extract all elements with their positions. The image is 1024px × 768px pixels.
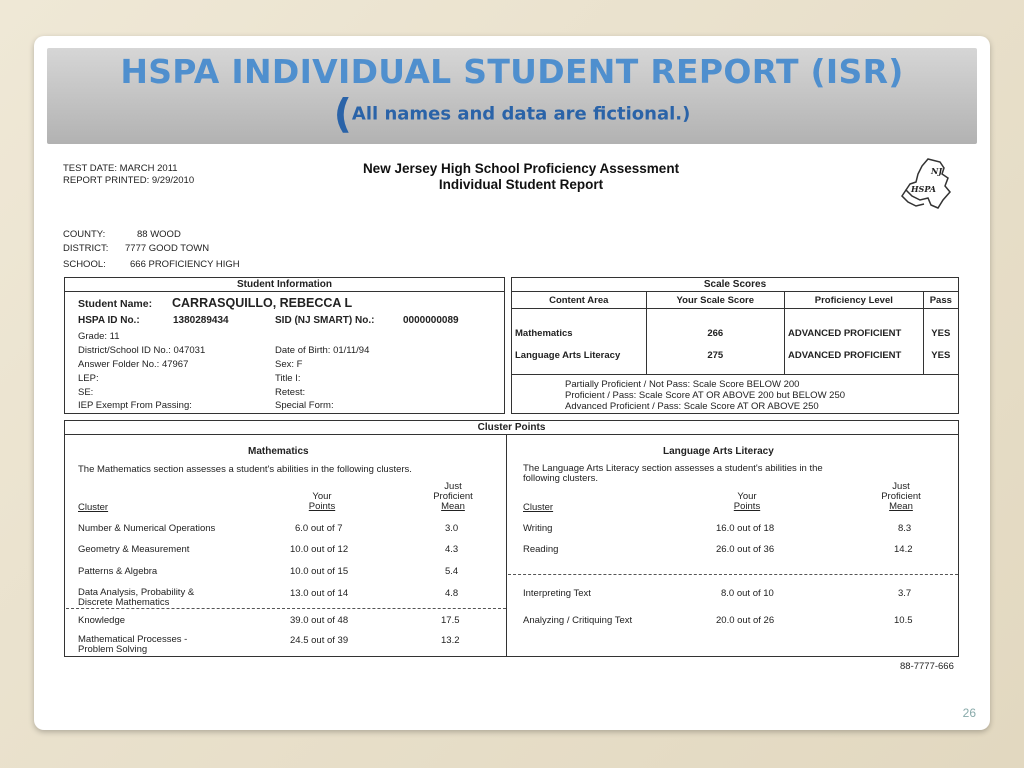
math-row-2-cluster: Geometry & Measurement xyxy=(78,544,190,555)
math-row-6-cluster xyxy=(78,635,187,655)
math-points-header-1: Your xyxy=(312,491,332,502)
lal-row-1-mean: 8.3 xyxy=(898,523,912,534)
page-number: 26 xyxy=(962,706,976,720)
pass-lal: YES xyxy=(931,350,951,361)
math-row-3-points: 10.0 out of 15 xyxy=(290,566,349,577)
math-row-4-cluster-1: Data Analysis, Probability & xyxy=(78,587,195,598)
lal-row-4-cluster: Analyzing / Critiquing Text xyxy=(523,615,633,626)
student-report-document xyxy=(34,36,990,730)
table-row xyxy=(512,309,959,375)
col-proficiency-level: Proficiency Level xyxy=(785,292,924,309)
lal-row-1-cluster: Writing xyxy=(523,523,553,534)
report-heading-line1: New Jersey High School Proficiency Assessment xyxy=(362,161,680,176)
logo-text-hspa: HSPA xyxy=(911,184,936,194)
lal-cluster-desc-2: following clusters. xyxy=(523,473,598,484)
col-your-scale-score: Your Scale Score xyxy=(646,292,785,309)
math-points-header xyxy=(302,492,342,512)
legend-advanced: Advanced Proficient / Pass: Scale Score AT OR ABOVE 250 xyxy=(565,401,819,412)
district-label: DISTRICT: xyxy=(63,243,109,254)
lal-mean-header-3: Mean xyxy=(889,501,913,512)
math-row-1-mean: 3.0 xyxy=(445,523,459,534)
math-row-1-cluster: Number & Numerical Operations xyxy=(78,523,216,534)
math-cluster-title: Mathematics xyxy=(248,446,309,457)
legend-proficient: Proficient / Pass: Scale Score AT OR ABOVE 200 but BELOW 250 xyxy=(565,390,846,401)
area-lal: Language Arts Literacy xyxy=(515,350,621,361)
lal-row-3-cluster: Interpreting Text xyxy=(523,588,591,599)
slide-card xyxy=(34,36,990,730)
level-math: ADVANCED PROFICIENT xyxy=(788,328,902,339)
scale-scores-panel xyxy=(511,277,959,414)
pass-cell xyxy=(923,309,958,375)
report-printed: REPORT PRINTED: 9/29/2010 xyxy=(63,175,195,186)
lal-cluster-col: Cluster xyxy=(523,502,554,513)
lal-cluster-desc xyxy=(523,464,823,484)
lal-cluster-desc-1: The Language Arts Literacy section assesses a student's abilities in the xyxy=(523,463,823,474)
grade: Grade: 11 xyxy=(78,331,120,342)
math-row-5-mean: 17.5 xyxy=(441,615,460,626)
lal-row-1-points: 16.0 out of 18 xyxy=(716,523,775,534)
area-math: Mathematics xyxy=(515,328,573,339)
student-name-label: Student Name: xyxy=(78,298,153,310)
cluster-divider xyxy=(506,434,507,656)
scale-scores-header-row xyxy=(512,292,959,309)
proficiency-cell xyxy=(785,309,924,375)
math-row-6-points: 24.5 out of 39 xyxy=(290,635,349,646)
student-info-panel xyxy=(64,277,505,414)
lal-points-header xyxy=(727,492,767,512)
report-heading xyxy=(316,161,726,193)
lal-divider xyxy=(508,574,958,575)
math-divider xyxy=(66,608,506,609)
lal-cluster-title: Language Arts Literacy xyxy=(663,446,774,457)
county-value: 88 WOOD xyxy=(137,229,181,240)
math-row-3-mean: 5.4 xyxy=(445,566,459,577)
date-of-birth: Date of Birth: 01/11/94 xyxy=(275,345,370,356)
special-form: Special Form: xyxy=(275,400,334,411)
lal-row-2-points: 26.0 out of 36 xyxy=(716,544,775,555)
county-label: COUNTY: xyxy=(63,229,106,240)
school-label: SCHOOL: xyxy=(63,259,106,270)
legend-partial: Partially Proficient / Not Pass: Scale Score BELOW 200 xyxy=(565,379,800,390)
math-cluster-desc: The Mathematics section assesses a student's abilities in the following clusters. xyxy=(78,464,412,475)
nj-hspa-logo-icon xyxy=(898,156,958,211)
lal-row-3-points: 8.0 out of 10 xyxy=(721,588,774,599)
math-cluster-col: Cluster xyxy=(78,502,109,513)
lep: LEP: xyxy=(78,373,99,384)
math-row-6-mean: 13.2 xyxy=(441,635,460,646)
se: SE: xyxy=(78,387,94,398)
math-row-4-points: 13.0 out of 14 xyxy=(290,588,349,599)
lal-row-4-points: 20.0 out of 26 xyxy=(716,615,775,626)
lal-mean-header xyxy=(877,482,925,512)
math-mean-header xyxy=(429,482,477,512)
scale-scores-header: Scale Scores xyxy=(512,278,958,292)
answer-folder: Answer Folder No.: 47967 xyxy=(78,359,189,370)
lal-row-2-mean: 14.2 xyxy=(894,544,913,555)
math-row-1-points: 6.0 out of 7 xyxy=(295,523,343,534)
district-value: 7777 GOOD TOWN xyxy=(125,243,210,254)
subtitle-text: All names and data are fictional.) xyxy=(351,103,691,125)
lal-row-2-cluster: Reading xyxy=(523,544,559,555)
math-row-3-cluster: Patterns & Algebra xyxy=(78,566,158,577)
lal-mean-header-2: Proficient xyxy=(881,491,921,502)
lal-row-4-mean: 10.5 xyxy=(894,615,913,626)
test-date: TEST DATE: MARCH 2011 xyxy=(63,163,178,174)
math-row-4-cluster xyxy=(78,588,194,608)
math-row-4-cluster-2: Discrete Mathematics xyxy=(78,597,170,608)
slide-title: HSPA INDIVIDUAL STUDENT REPORT (ISR) xyxy=(120,52,904,91)
lal-points-header-2: Points xyxy=(733,501,761,512)
math-row-6-cluster-1: Mathematical Processes - xyxy=(78,634,188,645)
hspa-id-label: HSPA ID No.: xyxy=(78,315,140,326)
level-lal: ADVANCED PROFICIENT xyxy=(788,350,902,361)
content-area-cell xyxy=(512,309,647,375)
score-math: 266 xyxy=(707,328,724,339)
col-content-area: Content Area xyxy=(512,292,647,309)
title-i: Title I: xyxy=(275,373,301,384)
sex: Sex: F xyxy=(275,359,303,370)
pass-math: YES xyxy=(931,328,951,339)
math-row-5-points: 39.0 out of 48 xyxy=(290,615,349,626)
logo-text-nj: NJ xyxy=(931,166,943,176)
retest: Retest: xyxy=(275,387,306,398)
math-row-6-cluster-2: Problem Solving xyxy=(78,644,148,655)
subtitle-paren: ( xyxy=(333,91,352,138)
math-row-2-points: 10.0 out of 12 xyxy=(290,544,349,555)
math-row-2-mean: 4.3 xyxy=(445,544,459,555)
col-pass: Pass xyxy=(923,292,958,309)
math-row-5-cluster: Knowledge xyxy=(78,615,126,626)
scale-score-cell xyxy=(646,309,785,375)
scale-scores-table xyxy=(511,291,959,375)
district-school-id: District/School ID No.: 047031 xyxy=(78,345,206,356)
sid-value: 0000000089 xyxy=(403,315,459,326)
lal-points-header-1: Your xyxy=(737,491,757,502)
cluster-points-header: Cluster Points xyxy=(65,421,958,435)
math-row-4-mean: 4.8 xyxy=(445,588,459,599)
math-mean-header-2: Proficient xyxy=(433,491,473,502)
math-mean-header-1: Just xyxy=(444,481,462,492)
score-lal: 275 xyxy=(707,350,724,361)
sid-label: SID (NJ SMART) No.: xyxy=(275,315,375,326)
math-points-header-2: Points xyxy=(308,501,336,512)
hspa-id-value: 1380289434 xyxy=(173,315,229,326)
lal-row-3-mean: 3.7 xyxy=(898,588,912,599)
report-heading-line2: Individual Student Report xyxy=(438,177,604,192)
student-info-header: Student Information xyxy=(65,278,504,292)
iep-exempt: IEP Exempt From Passing: xyxy=(78,400,192,411)
math-mean-header-3: Mean xyxy=(441,501,465,512)
student-name-value: CARRASQUILLO, REBECCA L xyxy=(172,296,353,310)
cluster-points-panel xyxy=(64,420,959,657)
school-value: 666 PROFICIENCY HIGH xyxy=(130,259,240,270)
lal-mean-header-1: Just xyxy=(892,481,910,492)
footer-code: 88-7777-666 xyxy=(900,661,954,672)
